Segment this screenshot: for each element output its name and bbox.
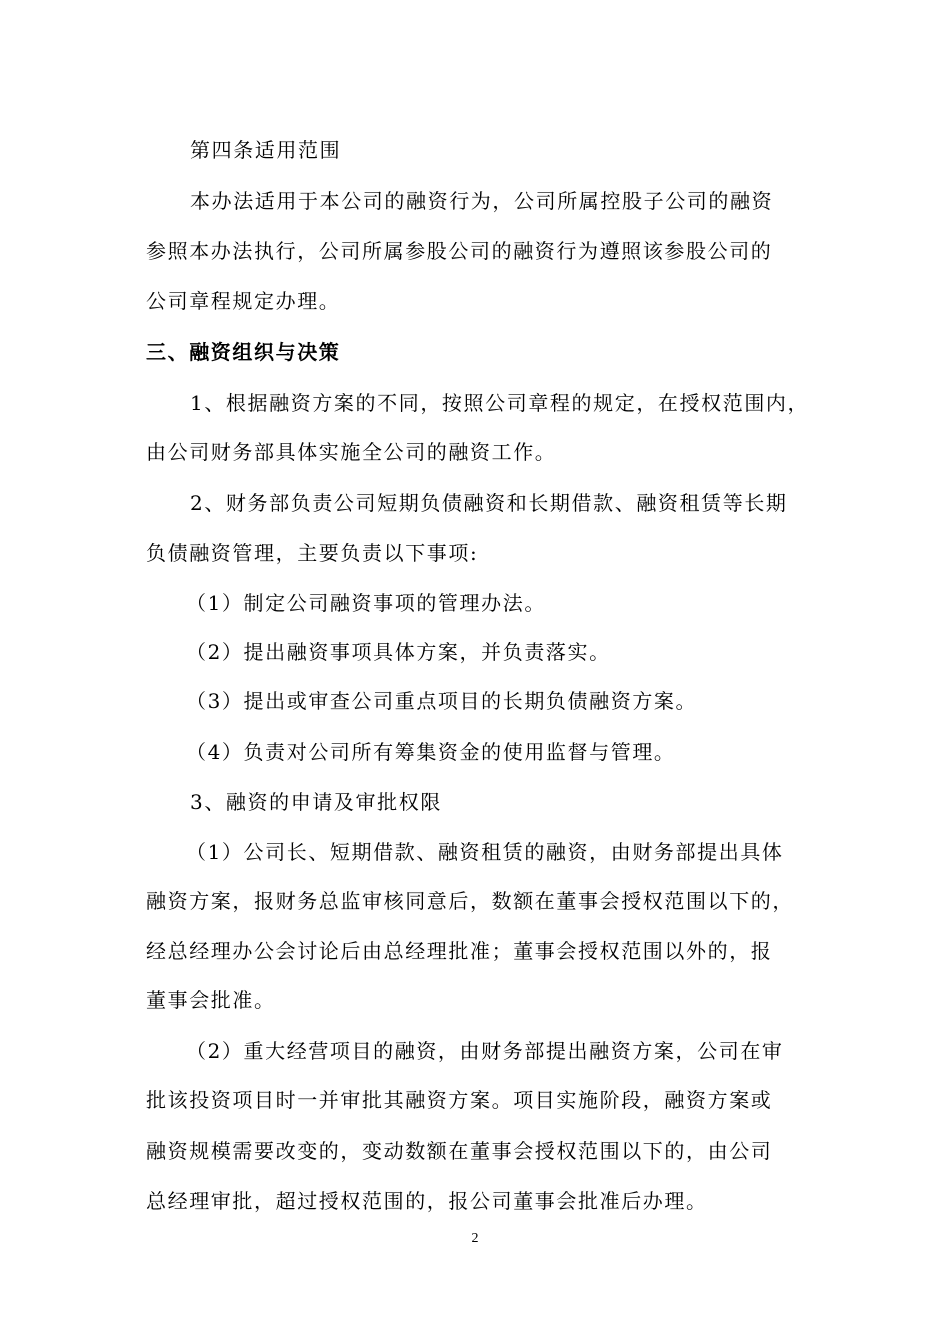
list-item: （3）提出或审查公司重点项目的长期负债融资方案。 xyxy=(186,689,698,713)
list-item: （4）负责对公司所有筹集资金的使用监督与管理。 xyxy=(186,740,676,764)
paragraph-line: 公司章程规定办理。 xyxy=(146,289,341,313)
paragraph-line: 董事会批准。 xyxy=(146,988,276,1012)
paragraph-line: 本办法适用于本公司的融资行为，公司所属控股子公司的融资 xyxy=(190,189,774,213)
paragraph-line: 2、财务部负责公司短期负债融资和长期借款、融资租赁等长期 xyxy=(190,491,788,515)
page-number: 2 xyxy=(471,1231,479,1246)
paragraph-line: 总经理审批，超过授权范围的，报公司董事会批准后办理。 xyxy=(146,1189,708,1213)
list-item: （2）重大经营项目的融资，由财务部提出融资方案，公司在审 xyxy=(186,1039,784,1063)
list-item: （1）公司长、短期借款、融资租赁的融资，由财务部提出具体 xyxy=(186,840,784,864)
paragraph-line: 由公司财务部具体实施全公司的融资工作。 xyxy=(146,440,557,464)
article-title: 第四条适用范围 xyxy=(190,138,342,162)
paragraph-line: 融资方案，报财务总监审核同意后，数额在董事会授权范围以下的， xyxy=(146,889,794,913)
subsection-title: 3、融资的申请及审批权限 xyxy=(190,790,442,814)
list-item: （1）制定公司融资事项的管理办法。 xyxy=(186,591,546,615)
paragraph-line: 1、根据融资方案的不同，按照公司章程的规定，在授权范围内， xyxy=(190,391,810,415)
section-heading: 三、融资组织与决策 xyxy=(146,340,341,364)
list-item: （2）提出融资事项具体方案，并负责落实。 xyxy=(186,640,611,664)
paragraph-line: 批该投资项目时一并审批其融资方案。项目实施阶段，融资方案或 xyxy=(146,1088,773,1112)
paragraph-line: 负债融资管理，主要负责以下事项: xyxy=(146,541,479,565)
paragraph-line: 经总经理办公会讨论后由总经理批准；董事会授权范围以外的，报 xyxy=(146,939,773,963)
paragraph-line: 融资规模需要改变的，变动数额在董事会授权范围以下的，由公司 xyxy=(146,1139,773,1163)
paragraph-line: 参照本办法执行，公司所属参股公司的融资行为遵照该参股公司的 xyxy=(146,239,773,263)
